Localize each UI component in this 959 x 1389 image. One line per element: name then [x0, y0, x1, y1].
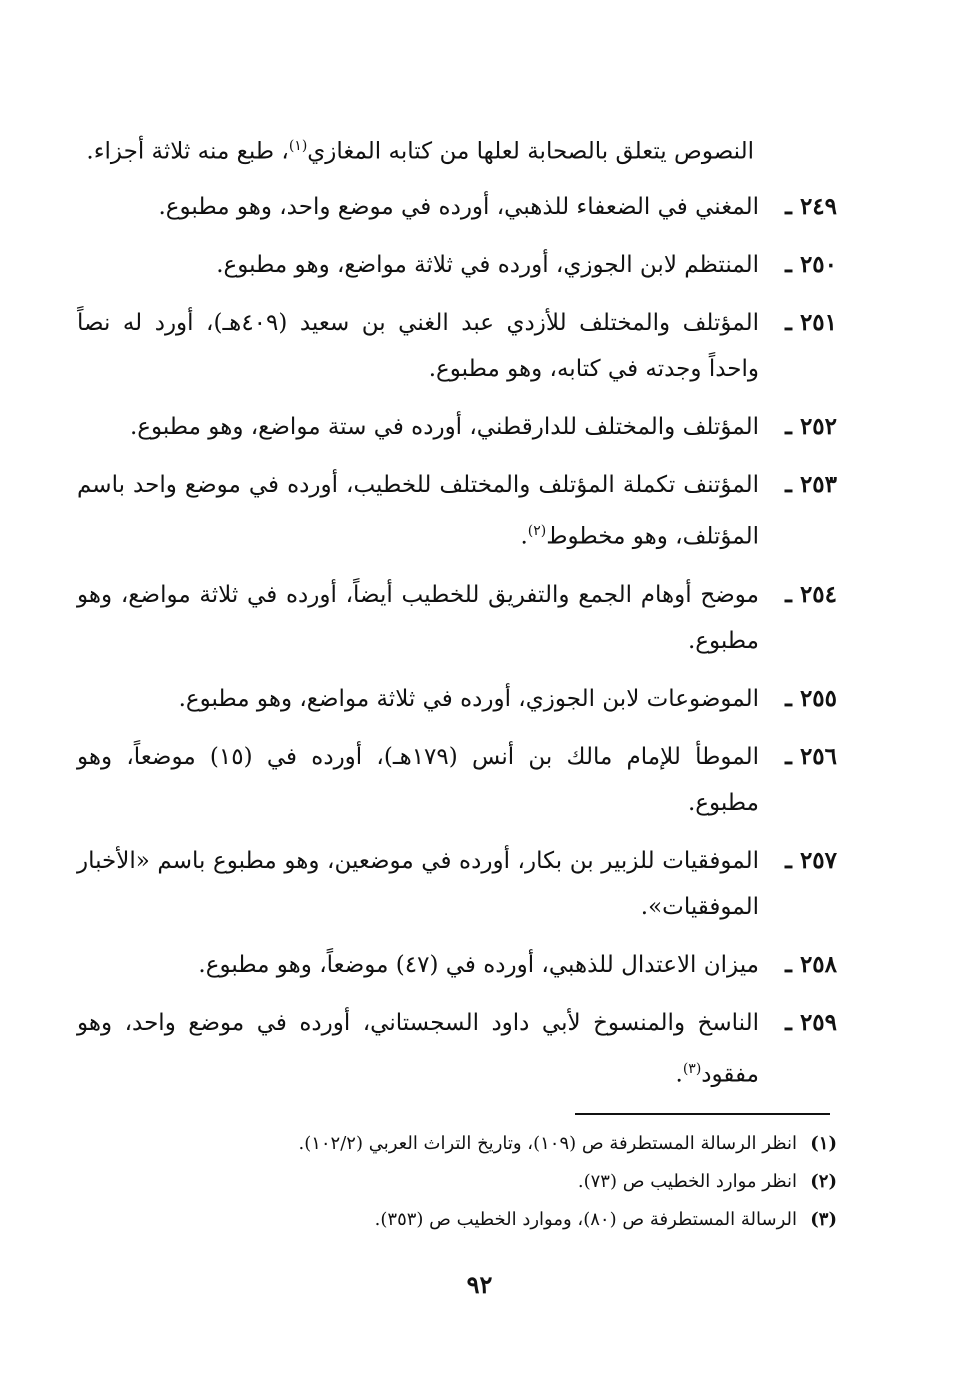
entry-number: ٢٥٣: [799, 471, 837, 498]
entry-text: المنتظم لابن الجوزي، أورده في ثلاثة مواضع، وهو مطبوع.: [216, 252, 759, 278]
entry-251: [77, 300, 837, 392]
intro-paragraph: [86, 124, 754, 174]
footnote-text: انظر الرسالة المستطرفة ص (١٠٩)، وتاريخ التراث العربي (١٠٢/٢).: [298, 1133, 797, 1154]
footnote-separator: [575, 1113, 830, 1115]
footnote-mark: (٢): [810, 1171, 837, 1192]
footnote-ref: (١): [288, 138, 308, 154]
entry-list: [77, 184, 837, 1109]
entry-259: [77, 1000, 837, 1098]
entry-text: الموفقيات للزبير بن بكار، أورده في موضعين، وهو مطبوع باسم «الأخبار الموفقيات».: [77, 847, 759, 920]
entry-dash: ـ: [785, 580, 792, 608]
entry-dash: ـ: [785, 309, 792, 336]
footnote-text: انظر موارد الخطيب ص (٧٣).: [577, 1171, 797, 1192]
entry-dash: ـ: [785, 251, 792, 278]
entry-text: المؤتلف والمختلف للدارقطني، أورده في ستة مواضع، وهو مطبوع.: [129, 414, 759, 440]
entry-text: المؤتنف تكملة المؤتلف والمختلف للخطيب، أورده في موضع واحد باسم المؤتلف، وهو مخطوط: [77, 472, 759, 550]
entry-253: [77, 462, 837, 560]
entry-dash: ـ: [785, 471, 792, 498]
entry-text: الموضوعات لابن الجوزي، أورده في ثلاثة مواضع، وهو مطبوع.: [178, 685, 759, 712]
entry-256: [77, 734, 837, 826]
entry-252: [77, 404, 837, 450]
footnotes: [137, 1125, 837, 1239]
footnote-2: [137, 1163, 837, 1201]
entry-text: موضح أوهام الجمع والتفريق للخطيب أيضاً، أورده في ثلاثة مواضع، وهو مطبوع.: [77, 581, 759, 654]
entry-number: ٢٥٠: [799, 251, 837, 278]
entry-text: الموطأ للإمام مالك بن أنس (١٧٩هـ)، أورده في (١٥) موضعاً، وهو مطبوع.: [77, 743, 759, 816]
entry-dash: ـ: [785, 684, 792, 712]
footnote-mark: (١): [810, 1133, 837, 1154]
intro-text-end: ، طبع منه ثلاثة أجزاء.: [86, 138, 289, 165]
entry-trailing: .: [520, 523, 528, 550]
entry-text: الناسخ والمنسوخ لأبي داود السجستاني، أورده في موضع واحد، وهو مفقود: [77, 1009, 759, 1088]
entry-dash: ـ: [785, 950, 792, 978]
intro-text: النصوص يتعلق بالصحابة لعلها من كتابه المغازي: [307, 138, 754, 165]
entry-dash: ـ: [785, 193, 792, 220]
entry-number: ٢٥٤: [799, 580, 837, 608]
entry-text: المغني في الضعفاء للذهبي، أورده في موضع واحد، وهو مطبوع.: [158, 194, 759, 220]
footnote-mark: (٣): [810, 1209, 837, 1230]
entry-text: المؤتلف والمختلف للأزدي عبد الغني بن سعيد (٤٠٩هـ)، أورد له نصاً واحداً وجدته في كتابه، وهو مطبوع.: [77, 310, 759, 382]
entry-number: ٢٥٨: [799, 950, 837, 978]
entry-number: ٢٥٧: [799, 846, 837, 874]
entry-dash: ـ: [785, 846, 792, 874]
entry-255: [77, 676, 837, 722]
footnote-text: الرسالة المستطرفة ص (٨٠)، وموارد الخطيب ص (٣٥٣).: [374, 1209, 797, 1230]
entry-250: [77, 242, 837, 288]
entry-number: ٢٤٩: [799, 193, 837, 220]
entry-number: ٢٥٥: [799, 684, 837, 712]
entry-258: [77, 942, 837, 988]
entry-text: ميزان الاعتدال للذهبي، أورده في (٤٧) موضعاً، وهو مطبوع.: [198, 951, 759, 978]
footnote-3: [137, 1201, 837, 1239]
entry-number: ٢٥٩: [799, 1008, 837, 1036]
entry-dash: ـ: [785, 413, 792, 440]
entry-dash: ـ: [785, 1008, 792, 1036]
entry-number: ٢٥٢: [799, 413, 837, 440]
entry-trailing: .: [675, 1061, 683, 1088]
page-number: ٩٢: [466, 1270, 493, 1299]
entry-number: ٢٥٦: [799, 742, 837, 770]
entry-257: [77, 838, 837, 930]
entry-249: [77, 184, 837, 230]
entry-dash: ـ: [785, 742, 792, 770]
entry-number: ٢٥١: [799, 309, 837, 336]
footnote-1: [137, 1125, 837, 1163]
footnote-ref: (٣): [682, 1060, 702, 1077]
footnote-ref: (٢): [527, 523, 547, 539]
entry-254: [77, 572, 837, 664]
